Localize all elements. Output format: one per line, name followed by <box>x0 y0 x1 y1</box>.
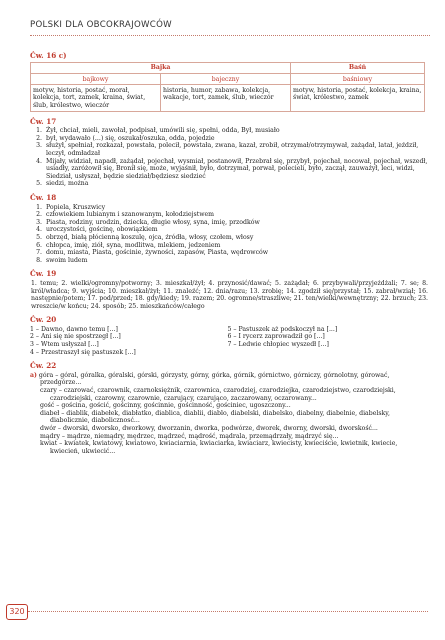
list-item: 7. domu, miasta, Piasta, gościnie, żywności, zapasów, Piasta, wędrowców <box>44 249 428 257</box>
list-item: 3 – Wtem usłyszał [...] <box>30 341 99 349</box>
list-item: 2. był, wydawało (...) się, oszukał/oszuka, odda, pojedzie <box>44 135 428 143</box>
ex20-columns <box>30 326 425 356</box>
word-family: diabeł – diablik, diabełek, diabłatko, diablica, diablii, diablo, diabelski, diabelsko, diabelny, diabelnie, diabelsky, diabolicznie, diabolicznosć... <box>40 409 390 425</box>
table-cell: motyw, historia, postać, morał, kolekcja, tort, zamek, kraina, świat, ślub, królestwo, wieczór <box>31 85 161 111</box>
list-item: 3. służył, spełniał, rozkazał, powstała, polecił, powstała, zwana, kazał, zrobił, otrzymał/otrzymywał, zażądał, latał, jeździł, leczył, odmładzał <box>44 142 428 157</box>
list-item: 1. Żył, chciał, mieli, zawołał, podpisał, umówili się, spełni, odda, Był, musiało <box>44 127 428 135</box>
word-family: gość – gościna, gościć, gościnny, gościnnie, gościnność, gościniec, ugoszczony... <box>40 402 291 410</box>
list-item: 1 – Dawno, dawno temu [...] <box>30 325 118 333</box>
answer-key-content <box>30 52 428 455</box>
ex22-heading: Ćw. 22 <box>30 361 57 371</box>
list-item: 4 – Przestraszył się pastuszek [...] <box>30 348 136 356</box>
page-number: 320 <box>6 604 28 620</box>
table-col-bajeczny: bajeczny <box>161 74 291 85</box>
ex20-left-column <box>30 326 228 356</box>
ex16-heading: Ćw. 16 c) <box>30 51 67 60</box>
table-col-basniowy: baśniowy <box>291 74 425 85</box>
ex19-heading: Ćw. 19 <box>30 269 57 279</box>
ex22-entry <box>30 372 428 387</box>
word-family: dwór – dworski, dworsko, dworkowy, dworzanin, dworka, podwórze, dworek, dworny, dworski, dworskość... <box>40 425 378 432</box>
ex22-entry <box>30 425 428 433</box>
ex17-list <box>30 127 428 188</box>
footer-divider <box>28 611 428 612</box>
list-item: 6. chłopca, imię, ziół, syna, modlitwa, mlekiem, jedzeniem <box>44 242 428 250</box>
list-item: 1. Popiela, Kruszwicy <box>44 204 428 212</box>
table-cell: historia, humor, zabawa, kolekcja, wakacje, tort, zamek, ślub, wieczór <box>161 85 291 111</box>
ex22-entry <box>30 387 428 402</box>
page-header <box>30 22 430 30</box>
list-item: 3. Piasta, rodziny, urodzin, dziecka, długie włosy, syna, imię, przodków <box>44 219 428 227</box>
list-item: 6 – I rycerz zaprowadził go [...] <box>227 333 325 341</box>
table-header-bajka: Bajka <box>31 62 291 73</box>
ex22-entry <box>30 433 428 441</box>
list-item: 5. siedzi, można <box>44 180 428 188</box>
header-title: POLSKI DLA OBCOKRAJOWCÓW <box>30 20 172 30</box>
ex20-right-column <box>228 326 426 356</box>
list-item: 8. swoim ludem <box>44 257 428 265</box>
ex22-entry <box>30 410 428 425</box>
list-item: 4. Mijały, widział, napadł, zażądał, pojechał, wysmiał, postanowił, Przebrał się, przybył, pojechał, nocował, pojechał, wszedł, usiadły, zaróżowił się, Bronił się, może, wyjaśnił, było, dotrzymał, porwał, polecieli, było, zaczął, zauważył, leci, widzi, Siedział, usłyszał, będzie siedział/będziesz siedzieć <box>44 158 428 181</box>
ex18-list <box>30 204 428 265</box>
word-family: mądry – mądrze, niemądry, mędrzec, mądrzeć, mądrość, mądrala, przemądrzały, mądrzyć się... <box>40 432 339 440</box>
ex16-table <box>30 62 425 112</box>
ex17-heading: Ćw. 17 <box>30 116 57 126</box>
word-family: kwiat – kwiatek, kwiatowy, kwiatowo, kwiaciarnia, kwiaciarka, kwiaciarz, kwiecisty, kwieciście, kwietnik, kwiecie, kwiecień, ukwiecić... <box>40 440 398 455</box>
ex18-heading: Ćw. 18 <box>30 192 57 202</box>
list-item: 7 – Ledwie chłopiec wyszedł [...] <box>227 341 329 349</box>
ex22-entry <box>30 402 428 410</box>
word-family: czary – czarować, czarownik, czarnoksiężnik, czarownica, czarodziej, czarodziejka, czarodziejstwo, czarodziejski, czarodziejski, czarowny, czarownie, czarujący, czarująco, zaczarowany, oczarowany... <box>40 387 396 402</box>
table-cell: motyw, historia, postać, kolekcja, kraina, świat, królestwo, zamek <box>291 85 425 111</box>
list-item: 2 – Ani się nie spostrzegł [...] <box>30 333 121 341</box>
list-item: 4. uroczystości, gościnę, obowiązkiem <box>44 226 428 234</box>
list-item: 2. człowiekiem lubianym i szanowanym, kołodziejstwem <box>44 211 428 219</box>
word-family: góra – góral, góralka, góralski, górski, górzysty, górny, górka, górnik, górnictwo, górniczy, górnolotny, górować, przedgórze... <box>38 371 390 387</box>
list-item: 5. obrzęd, białą płócienną koszulę, ojca, źródła, włosy, czołem, włosy <box>44 234 428 242</box>
ex19-answers: 1. temu; 2. wielki/ogromny/potworny; 3. mieszkał/żył; 4. przynosić/dawać; 5. zażądał; 6. przybywali/przyjeżdżali; 7. se; 8. król/władca; 9. wyjścia; 10. mieszkał/żył; 11. znaleźć; 12. dnia/razu; 13. zrobię; 14. zgodził się/przystał; 15. zabrał/wziął; 16. następnie/potem; 17. pod/przed; 18. gdy/kiedy; 19. razem; 20. ogromne/straszliwe; 21. ten/wielki/wewnętrzny; 22. brzuch; 23. wreszcie/w końcu; 24. sposób; 25. mieszkańców/całego <box>31 279 429 310</box>
ex22-entry <box>30 440 428 455</box>
list-item: 5 – Pastuszek aż podskoczył na [...] <box>227 325 338 333</box>
ex20-heading: Ćw. 20 <box>30 315 57 325</box>
table-col-bajkowy: bajkowy <box>31 74 161 85</box>
ex22-part-label: a) <box>30 371 37 379</box>
header-divider <box>30 35 430 36</box>
table-header-basn: Baśń <box>291 62 425 73</box>
